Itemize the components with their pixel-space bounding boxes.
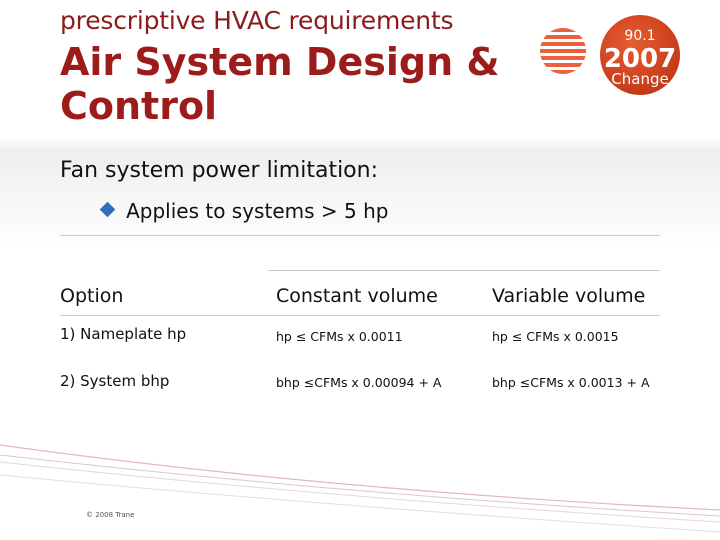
copyright-notice: © 2008 Trane (86, 511, 135, 519)
table-header-option: Option (60, 285, 124, 307)
badge-standard-number: 90.1 (624, 28, 656, 44)
slide-subtitle: prescriptive HVAC requirements (60, 6, 454, 35)
divider (268, 270, 660, 271)
table-header-variable-volume: Variable volume (492, 285, 646, 307)
standard-badge (600, 15, 680, 95)
slide-title: Air System Design & Control (60, 40, 500, 128)
badge-change-label: Change (611, 70, 669, 88)
diamond-bullet-icon (100, 201, 116, 217)
table-cell: hp ≤ CFMs x 0.0011 (276, 329, 403, 344)
bullet-item (102, 199, 388, 223)
table-cell: hp ≤ CFMs x 0.0015 (492, 329, 619, 344)
table-row-label: 1) Nameplate hp (60, 325, 187, 343)
divider (60, 235, 660, 236)
badge-year: 2007 (603, 44, 677, 74)
striped-globe-icon (540, 28, 586, 74)
table-row-label: 2) System bhp (60, 372, 170, 390)
table-header-constant-volume: Constant volume (276, 285, 438, 307)
table-cell: bhp ≤CFMs x 0.0013 + A (492, 375, 650, 390)
table-cell: bhp ≤CFMs x 0.00094 + A (276, 375, 442, 390)
divider (60, 315, 660, 316)
bullet-text: Applies to systems > 5 hp (126, 199, 389, 223)
decorative-swoosh (0, 400, 720, 540)
section-heading: Fan system power limitation: (60, 158, 379, 183)
